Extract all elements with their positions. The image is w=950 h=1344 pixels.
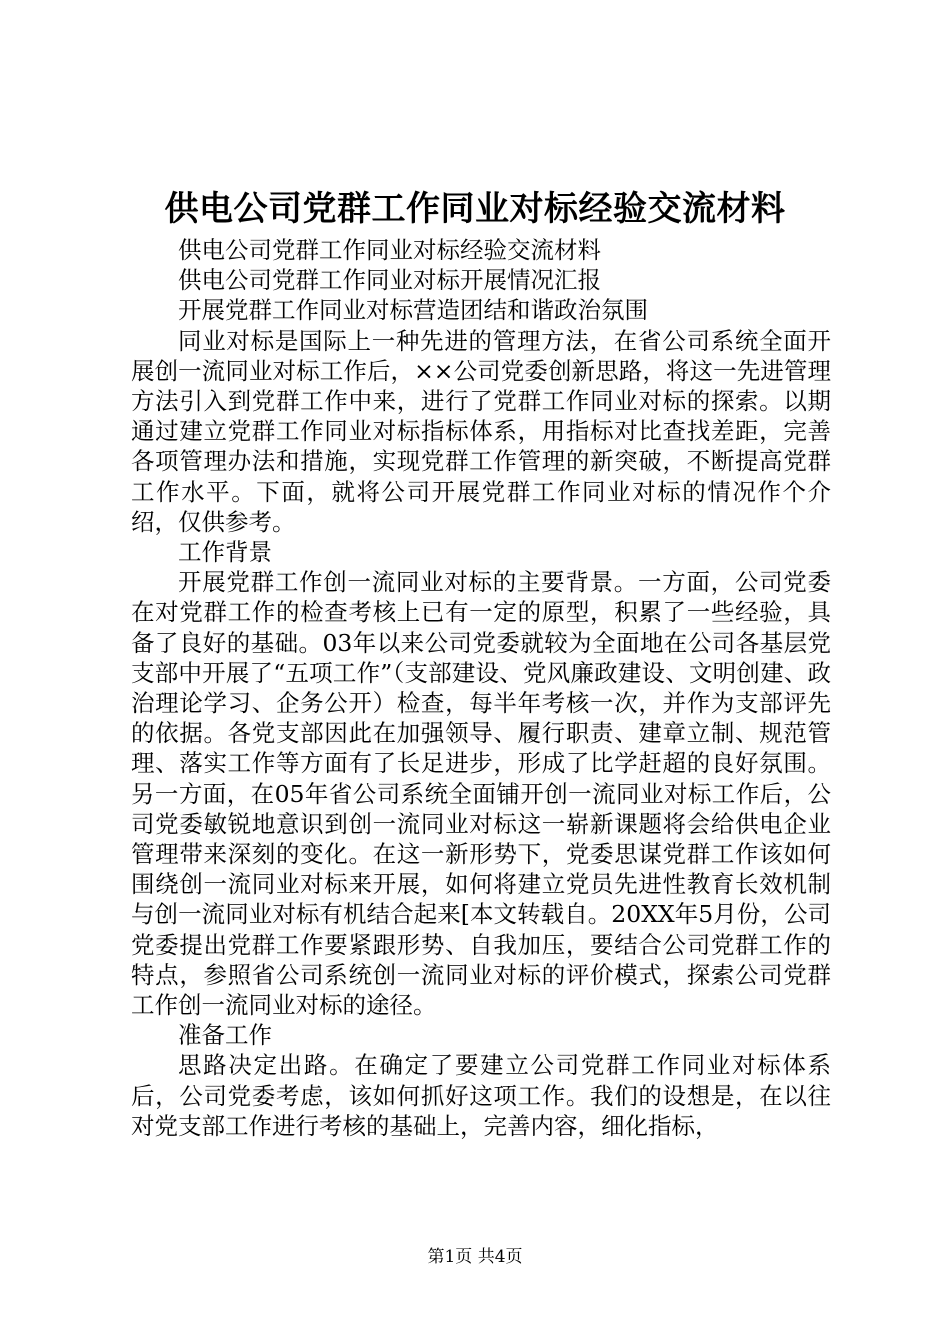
paragraph-subtitle-2: 供电公司党群工作同业对标开展情况汇报 — [178, 266, 601, 295]
paragraph-preparation: 思路决定出路。在确定了要建立公司党群工作同业对标体系后，公司党委考虑，该如何抓好这项工作。我们的设想是，在以往对党支部工作进行考核的基础上，完善内容，细化指标， — [131, 1051, 831, 1140]
paragraph-subtitle-3: 开展党群工作同业对标营造团结和谐政治氛围 — [178, 296, 648, 325]
page-number-footer: 第1页 共4页 — [427, 1247, 523, 1267]
document-title: 供电公司党群工作同业对标经验交流材料 — [164, 189, 786, 229]
document-body — [131, 235, 831, 1141]
section-heading-preparation: 准备工作 — [178, 1021, 272, 1050]
paragraph-intro: 同业对标是国际上一种先进的管理方法，在省公司系统全面开展创一流同业对标工作后，××公司党委创新思路，将这一先进管理方法引入到党群工作中来，进行了党群工作同业对标的探索。以期通过建立党群工作同业对标指标体系，用指标对比查找差距，完善各项管理办法和措施，实现党群工作管理的新突破，不断提高党群工作水平。下面，就将公司开展党群工作同业对标的情况作个介绍，仅供参考。 — [131, 326, 831, 536]
paragraph-background: 开展党群工作创一流同业对标的主要背景。一方面，公司党委在对党群工作的检查考核上已有一定的原型，积累了一些经验，具备了良好的基础。03年以来公司党委就较为全面地在公司各基层党支部中开展了“五项工作”（支部建设、党风廉政建设、文明创建、政治理论学习、企务公开）检查，每半年考核一次，并作为支部评先的依据。各党支部因此在加强领导、履行职责、建章立制、规范管理、落实工作等方面有了长足进步，形成了比学赶超的良好氛围。另一方面，在05年省公司系统全面铺开创一流同业对标工作后，公司党委敏锐地意识到创一流同业对标这一崭新课题将会给供电企业管理带来深刻的变化。在这一新形势下，党委思谋党群工作该如何围绕创一流同业对标来开展，如何将建立党员先进性教育长效机制与创一流同业对标有机结合起来[本文转载自。20XX年5月份，公司党委提出党群工作要紧跟形势、自我加压，要结合公司党群工作的特点，参照省公司系统创一流同业对标的评价模式，探索公司党群工作创一流同业对标的途径。 — [131, 568, 831, 1020]
paragraph-subtitle-1: 供电公司党群工作同业对标经验交流材料 — [178, 236, 601, 264]
section-heading-background: 工作背景 — [178, 538, 272, 567]
